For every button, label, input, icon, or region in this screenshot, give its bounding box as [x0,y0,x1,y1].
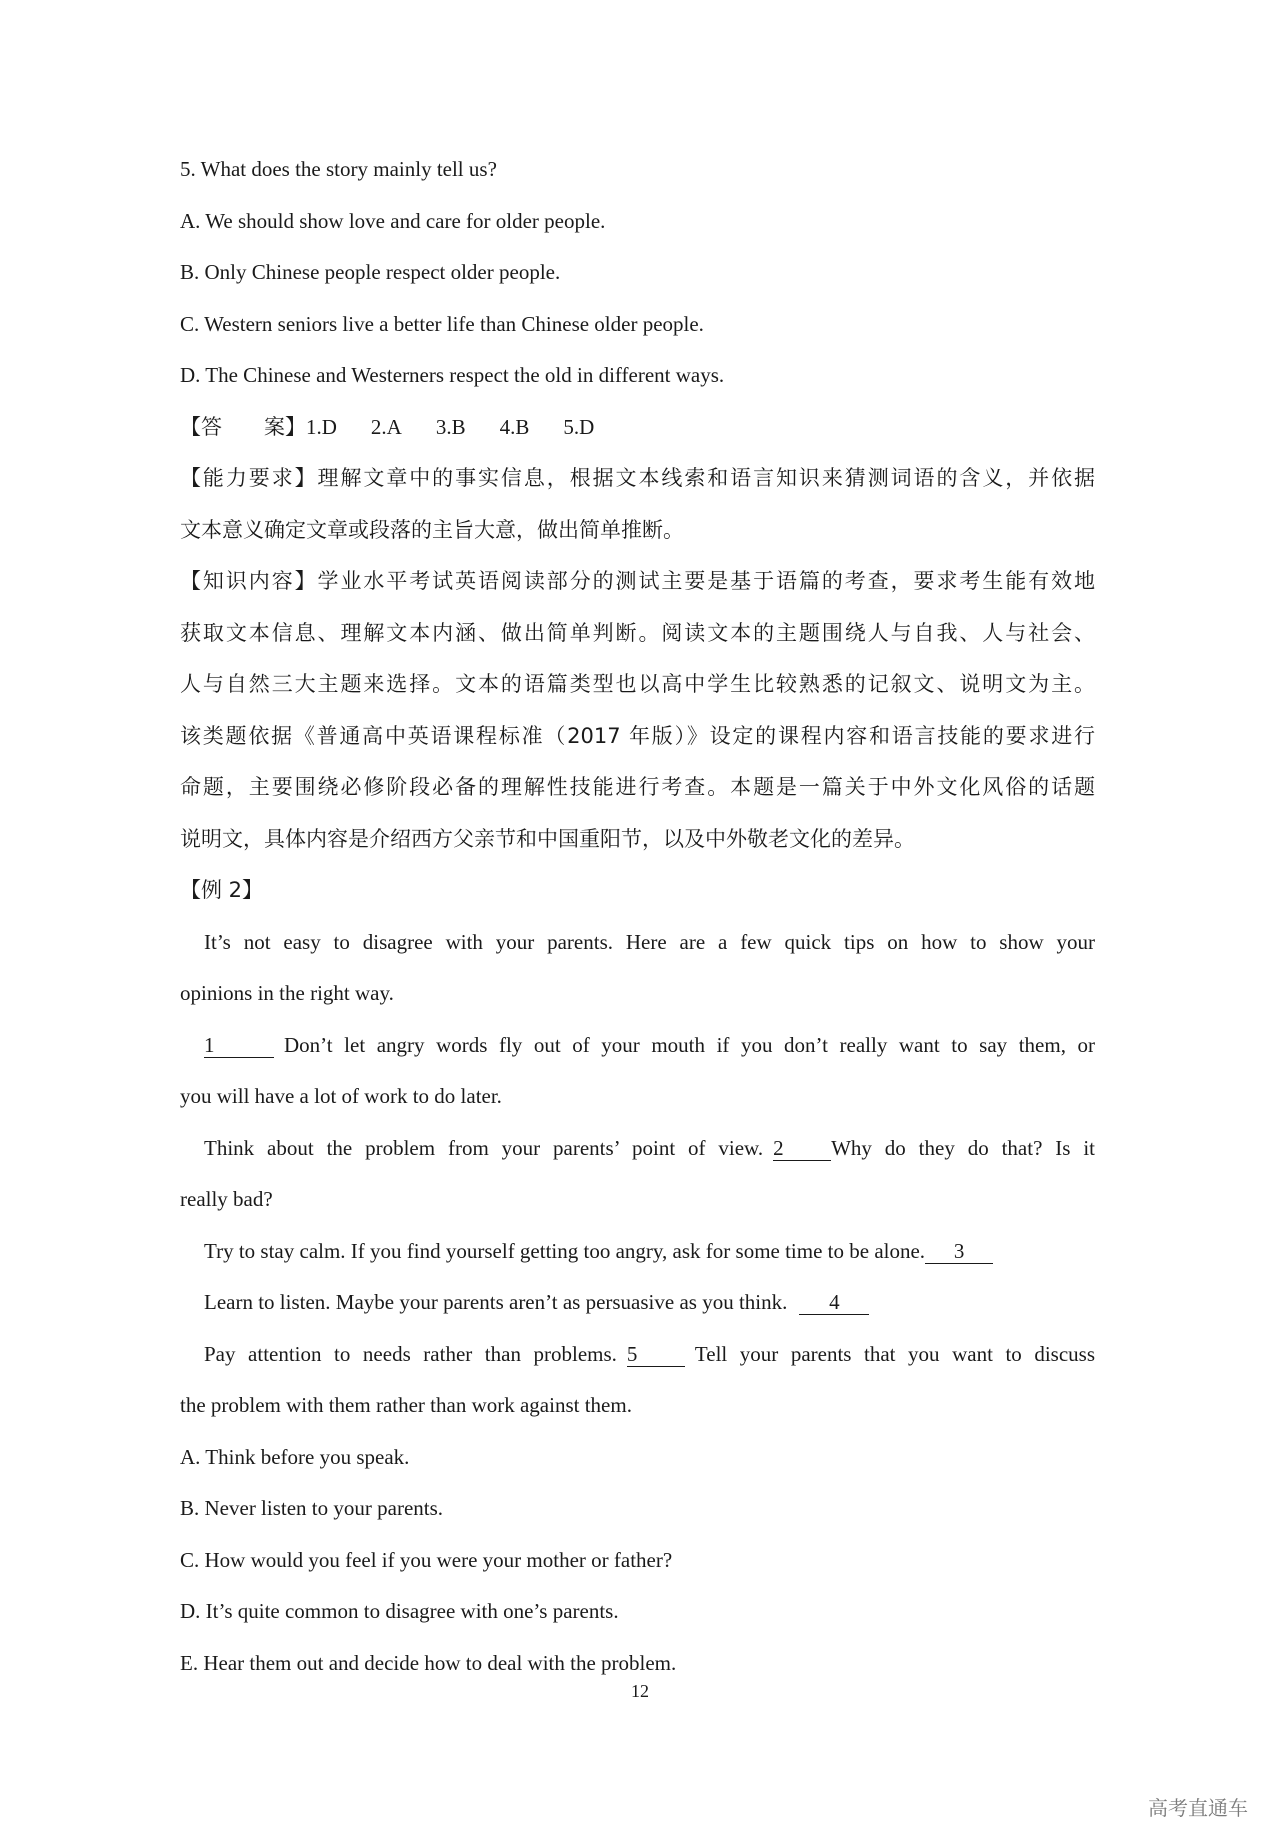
ability-line-2: 文本意义确定文章或段落的主旨大意，做出简单推断。 [180,518,684,542]
example-label: 【例 2】 [180,878,264,902]
example-option-b: B. Never listen to your parents. [180,1496,444,1520]
answer-line [180,413,1095,441]
paragraph-5-text-a: Pay attention to needs rather than problems. [204,1342,617,1366]
example-paragraph-2-line-1 [204,1134,1095,1162]
watermark: 高考直通车 [1148,1796,1248,1820]
knowledge-text-1: 学业水平考试英语阅读部分的测试主要是基于语篇的考查，要求考生能有效地 [317,569,1096,593]
question-5-option-b: B. Only Chinese people respect older people. [180,260,561,284]
knowledge-line-1 [180,567,1095,595]
blank-1: 1 [204,1033,274,1058]
blank-3: 3 [925,1239,993,1264]
example-paragraph-2-line-2: really bad? [180,1187,273,1211]
example-paragraph-4 [204,1288,1095,1316]
example-paragraph-5-line-2: the problem with them rather than work against them. [180,1393,632,1417]
example-paragraph-1-line-1 [204,1031,1095,1059]
example-paragraph-5-line-1 [204,1340,1095,1368]
question-5-option-a: A. We should show love and care for older people. [180,209,606,233]
example-option-e: E. Hear them out and decide how to deal with the problem. [180,1651,677,1675]
knowledge-line-5: 命题，主要围绕必修阶段必备的理解性技能进行考查。本题是一篇关于中外文化风俗的话题 [180,775,1095,799]
example-option-c: C. How would you feel if you were your mother or father? [180,1548,673,1572]
knowledge-line-4: 该类题依据《普通高中英语课程标准（2017 年版）》设定的课程内容和语言技能的要求进行 [180,724,1095,748]
blank-4: 4 [799,1290,869,1315]
blank-5: 5 [627,1342,685,1367]
ability-text-1: 理解文章中的事实信息，根据文本线索和语言知识来猜测词语的含义，并依据 [317,466,1096,490]
paragraph-5-text-b: Tell your parents that you want to discuss [694,1342,1095,1366]
example-intro-line-1: It’s not easy to disagree with your parents. Here are a few quick tips on how to show your [204,930,1095,954]
paragraph-2-text-a: Think about the problem from your parents’ point of view. [204,1136,764,1160]
example-option-a: A. Think before you speak. [180,1445,410,1469]
example-paragraph-3 [204,1237,1095,1265]
answer-4: 4.B [499,415,530,439]
answer-5: 5.D [563,415,595,439]
question-5-option-d: D. The Chinese and Westerners respect the old in different ways. [180,363,725,387]
answer-3: 3.B [435,415,466,439]
question-5-option-c: C. Western seniors live a better life than Chinese older people. [180,312,704,336]
page-number: 12 [631,1681,649,1701]
knowledge-line-3: 人与自然三大主题来选择。文本的语篇类型也以高中学生比较熟悉的记叙文、说明文为主。 [180,672,1095,696]
knowledge-line-2: 获取文本信息、理解文本内涵、做出简单判断。阅读文本的主题围绕人与自我、人与社会、 [180,621,1095,645]
ability-label: 【能力要求】 [180,466,318,490]
paragraph-3-text: Try to stay calm. If you find yourself getting too angry, ask for some time to be alone. [204,1239,926,1263]
answer-1: 1.D [306,415,337,439]
paragraph-4-text: Learn to listen. Maybe your parents aren’t as persuasive as you think. [204,1290,788,1314]
paragraph-2-text-b: Why do they do that? Is it [831,1136,1095,1160]
answer-2: 2.A [370,415,402,439]
answer-label: 【答 案】 [180,415,306,439]
example-option-d: D. It’s quite common to disagree with one’s parents. [180,1599,619,1623]
ability-line-1 [180,464,1095,492]
example-paragraph-1-line-2: you will have a lot of work to do later. [180,1084,502,1108]
knowledge-label: 【知识内容】 [180,569,318,593]
paragraph-1-text: Don’t let angry words fly out of your mouth if you don’t really want to say them, or [284,1033,1095,1057]
example-intro-line-2: opinions in the right way. [180,981,394,1005]
knowledge-line-6: 说明文，具体内容是介绍西方父亲节和中国重阳节，以及中外敬老文化的差异。 [180,827,915,851]
blank-2: 2 [773,1136,831,1161]
question-5-stem: 5. What does the story mainly tell us? [180,157,497,181]
